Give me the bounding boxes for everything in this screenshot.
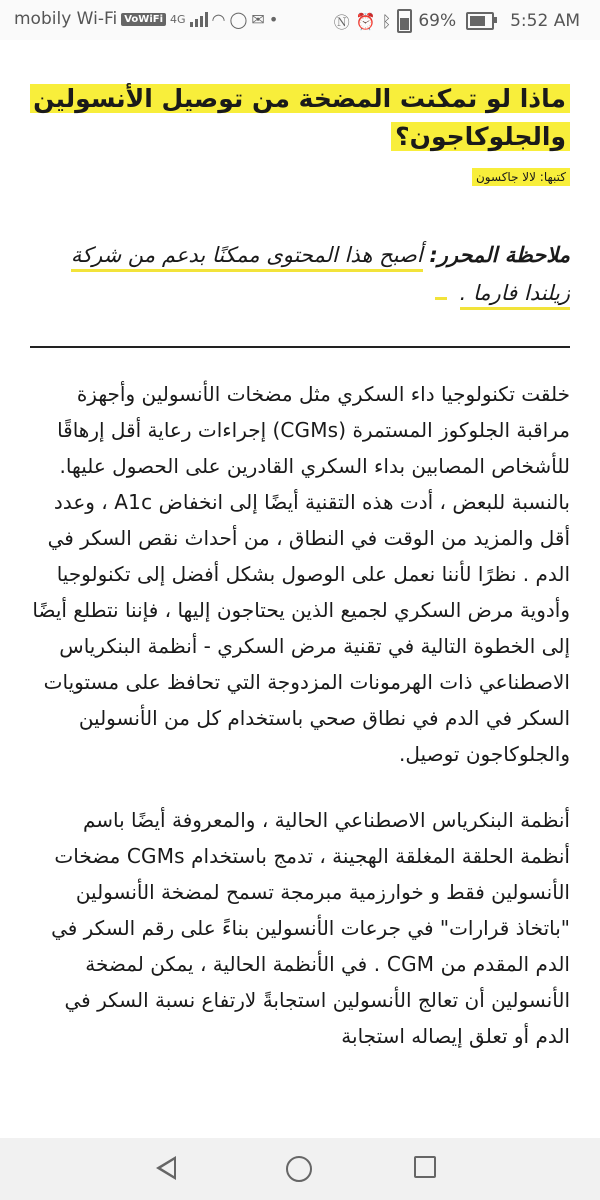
status-right <box>334 9 580 33</box>
paragraph-1: خلقت تكنولوجيا داء السكري مثل مضخات الأنسولين وأجهزة مراقبة الجلوكوز المستمرة (CGMs) إجراءات رعاية أقل إرهاقًا للأشخاص المصابين بداء السكري القادرين على الحصول عليها. بالنسبة للبعض ، أدت هذه التقنية أيضًا إلى انخفاض A1c ، وعدد أقل والمزيد من الوقت في النطاق ، من أحداث نقص السكر في الدم . نظرًا لأننا نعمل على الوصول بشكل أفضل إلى تكنولوجيا وأدوية مرض السكري لجميع الذين يحتاجون إليها ، فإننا نتطلع أيضًا إلى الخطوة التالية في تقنية مرض السكري - أنظمة البنكرياس الاصطناعي ذات الهرمونات المزدوجة التي تحافظ على مستويات السكر في الدم في نطاق صحي باستخدام كل من الأنسولين والجلوكاجون توصيل. <box>32 382 570 766</box>
author-row <box>30 166 570 186</box>
editor-note <box>30 236 570 312</box>
clock: 5:52 AM <box>510 11 580 31</box>
battery-percent: 69% <box>418 11 457 31</box>
editor-note-underline <box>435 297 447 300</box>
recent-apps-icon[interactable] <box>414 1156 442 1184</box>
navigation-bar <box>0 1138 600 1200</box>
status-bar <box>0 0 600 40</box>
article-title-text: ماذا لو تمكنت المضخة من توصيل الأنسولين والجلوكاجون؟ <box>30 84 570 151</box>
carrier-label: mobily Wi-Fi <box>14 9 118 29</box>
network-type: 4G <box>170 12 186 26</box>
whatsapp-icon: ◯ <box>229 9 248 29</box>
article-content <box>30 60 570 1128</box>
vowifi-badge: VoWiFi <box>121 13 166 26</box>
alarm-icon: ⏰ <box>355 11 376 31</box>
home-icon[interactable] <box>286 1156 314 1184</box>
editor-note-text[interactable]: أصبح هذا المحتوى ممكنًا بدعم من شركة زيلندا فارما . <box>71 243 570 310</box>
vibrate-icon <box>397 9 412 33</box>
wifi-icon: ◠ <box>211 9 226 29</box>
status-left <box>14 9 278 29</box>
nfc-icon: Ⓝ <box>333 12 350 32</box>
bluetooth-icon: ᛒ <box>381 11 392 31</box>
editor-note-label: ملاحظة المحرر: <box>429 243 570 267</box>
battery-icon <box>466 12 494 30</box>
back-icon[interactable] <box>156 1156 184 1184</box>
paragraph-2: أنظمة البنكرياس الاصطناعي الحالية ، والمعروفة أيضًا باسم أنظمة الحلقة المغلقة الهجينة ، تدمج باستخدام CGMs مضخات الأنسولين فقط و خوارزمية مبرمجة تسمح لمضخة الأنسولين "باتخاذ قرارات" في جرعات الأنسولين بناءً على رقم السكر في الدم المقدم من CGM . في الأنظمة الحالية ، يمكن لمضخة الأنسولين أن تعالج الأنسولين استجابةً لارتفاع نسبة السكر في الدم أو تعلق إيصاله استجابة <box>51 808 570 1048</box>
author-label[interactable]: كتبها: لالا جاكسون <box>472 168 570 186</box>
signal-icon <box>190 11 208 27</box>
mail-icon: ✉ <box>251 9 265 29</box>
divider <box>30 346 570 348</box>
article-title <box>30 80 570 156</box>
dot-icon: • <box>268 9 279 29</box>
